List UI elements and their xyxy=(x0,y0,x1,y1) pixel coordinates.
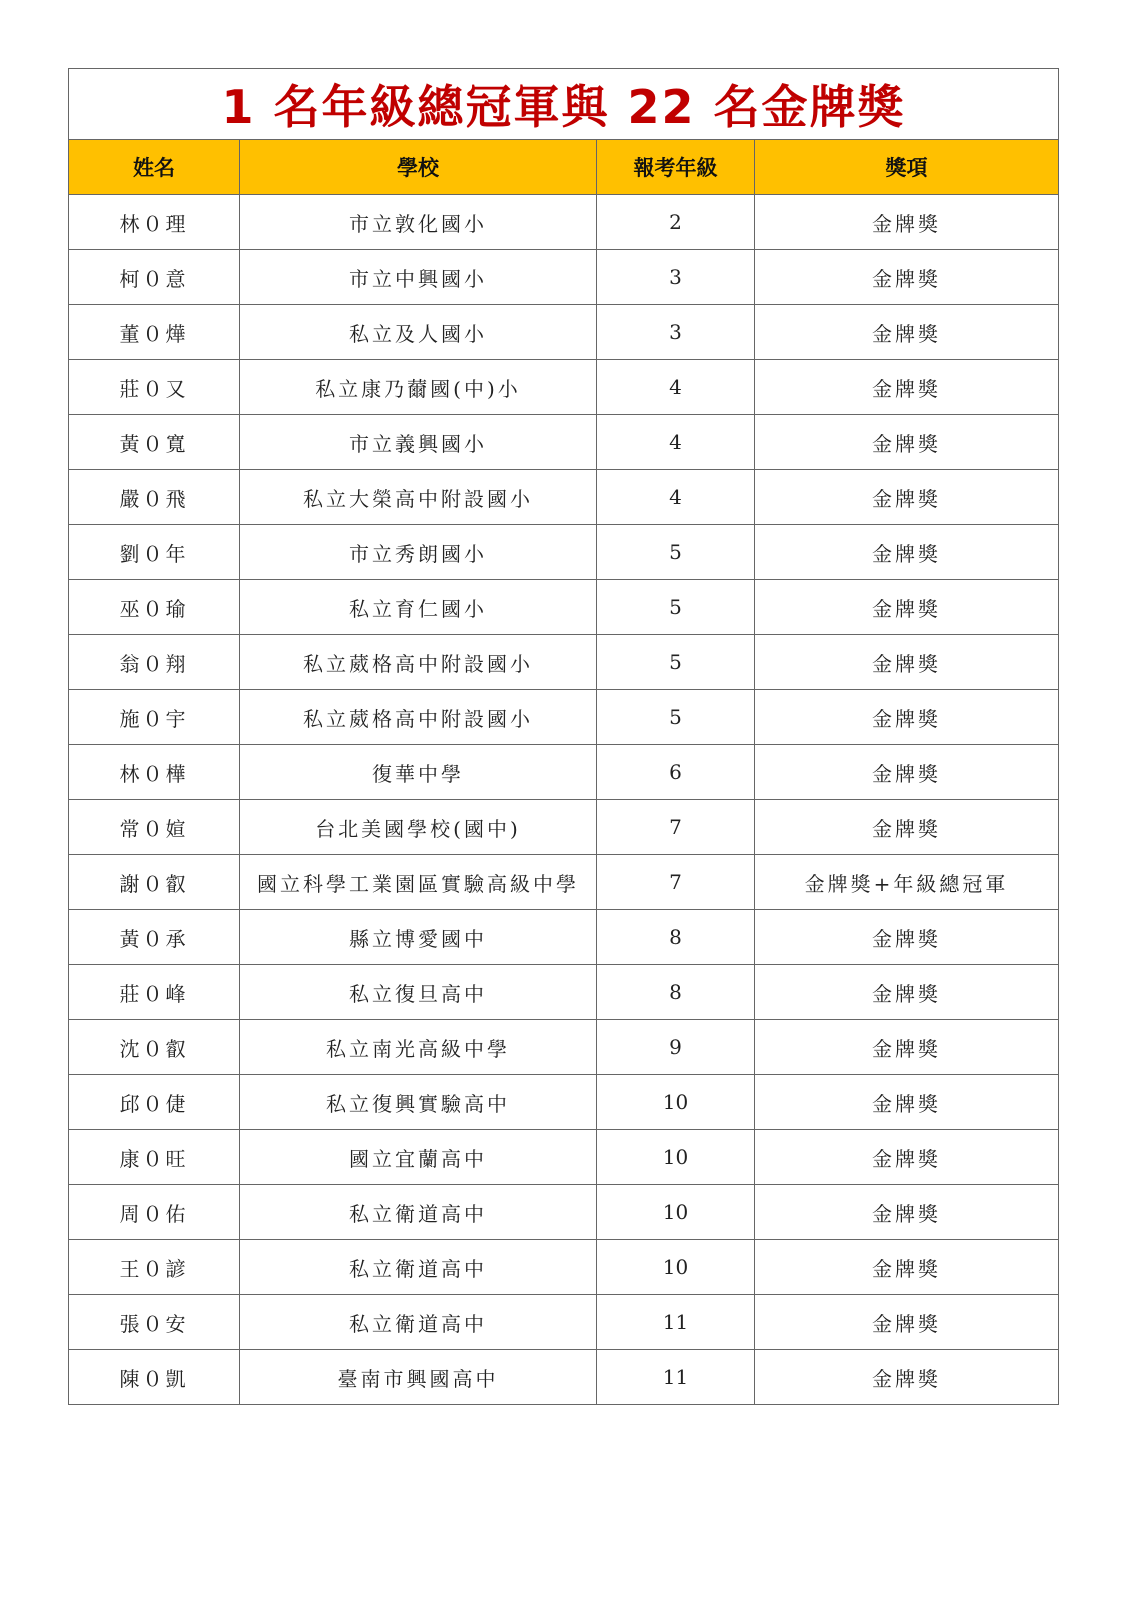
grade-cell: 10 xyxy=(597,1185,755,1240)
name-cell: 周０佑 xyxy=(69,1185,240,1240)
table-row xyxy=(69,745,1059,800)
award-cell: 金牌獎 xyxy=(755,360,1059,415)
name-cell: 翁０翔 xyxy=(69,635,240,690)
award-cell: 金牌獎 xyxy=(755,1130,1059,1185)
grade-cell: 4 xyxy=(597,470,755,525)
school-cell: 市立敦化國小 xyxy=(240,195,597,250)
table-row xyxy=(69,1350,1059,1405)
grade-cell: 4 xyxy=(597,360,755,415)
page-title: 1 名年級總冠軍與 22 名金牌獎 xyxy=(69,69,1059,140)
table-row xyxy=(69,690,1059,745)
name-cell: 康０旺 xyxy=(69,1130,240,1185)
table-row xyxy=(69,1240,1059,1295)
table-row xyxy=(69,305,1059,360)
column-header-award: 獎項 xyxy=(755,140,1059,195)
school-cell: 私立及人國小 xyxy=(240,305,597,360)
name-cell: 沈０叡 xyxy=(69,1020,240,1075)
name-cell: 莊０又 xyxy=(69,360,240,415)
table-row xyxy=(69,195,1059,250)
school-cell: 私立衛道高中 xyxy=(240,1295,597,1350)
name-cell: 董０燁 xyxy=(69,305,240,360)
school-cell: 私立復興實驗高中 xyxy=(240,1075,597,1130)
grade-cell: 5 xyxy=(597,690,755,745)
name-cell: 嚴０飛 xyxy=(69,470,240,525)
table-row xyxy=(69,1185,1059,1240)
award-cell: 金牌獎 xyxy=(755,745,1059,800)
school-cell: 國立科學工業園區實驗高級中學 xyxy=(240,855,597,910)
table-row xyxy=(69,855,1059,910)
grade-cell: 3 xyxy=(597,305,755,360)
grade-cell: 11 xyxy=(597,1350,755,1405)
school-cell: 復華中學 xyxy=(240,745,597,800)
award-cell: 金牌獎 xyxy=(755,635,1059,690)
table-body xyxy=(69,195,1059,1405)
award-cell: 金牌獎 xyxy=(755,580,1059,635)
grade-cell: 8 xyxy=(597,965,755,1020)
school-cell: 私立葳格高中附設國小 xyxy=(240,690,597,745)
school-cell: 國立宜蘭高中 xyxy=(240,1130,597,1185)
award-cell: 金牌獎 xyxy=(755,1240,1059,1295)
name-cell: 施０宇 xyxy=(69,690,240,745)
school-cell: 私立葳格高中附設國小 xyxy=(240,635,597,690)
grade-cell: 5 xyxy=(597,635,755,690)
award-cell: 金牌獎 xyxy=(755,525,1059,580)
table-row xyxy=(69,1075,1059,1130)
award-cell: 金牌獎 xyxy=(755,305,1059,360)
school-cell: 市立秀朗國小 xyxy=(240,525,597,580)
name-cell: 張０安 xyxy=(69,1295,240,1350)
name-cell: 林０理 xyxy=(69,195,240,250)
award-cell: 金牌獎 xyxy=(755,1020,1059,1075)
name-cell: 林０樺 xyxy=(69,745,240,800)
school-cell: 市立義興國小 xyxy=(240,415,597,470)
school-cell: 私立衛道高中 xyxy=(240,1240,597,1295)
grade-cell: 5 xyxy=(597,525,755,580)
name-cell: 陳０凱 xyxy=(69,1350,240,1405)
name-cell: 黃０寬 xyxy=(69,415,240,470)
award-cell: 金牌獎 xyxy=(755,910,1059,965)
name-cell: 柯０意 xyxy=(69,250,240,305)
name-cell: 王０諺 xyxy=(69,1240,240,1295)
table-header-row xyxy=(69,140,1059,195)
school-cell: 台北美國學校(國中) xyxy=(240,800,597,855)
grade-cell: 8 xyxy=(597,910,755,965)
name-cell: 巫０瑜 xyxy=(69,580,240,635)
grade-cell: 10 xyxy=(597,1075,755,1130)
school-cell: 私立康乃薾國(中)小 xyxy=(240,360,597,415)
award-table xyxy=(68,68,1059,1405)
column-header-name: 姓名 xyxy=(69,140,240,195)
grade-cell: 2 xyxy=(597,195,755,250)
award-cell: 金牌獎 xyxy=(755,1295,1059,1350)
school-cell: 私立衛道高中 xyxy=(240,1185,597,1240)
award-cell: 金牌獎+年級總冠軍 xyxy=(755,855,1059,910)
school-cell: 縣立博愛國中 xyxy=(240,910,597,965)
award-cell: 金牌獎 xyxy=(755,415,1059,470)
table-row xyxy=(69,415,1059,470)
award-cell: 金牌獎 xyxy=(755,1075,1059,1130)
school-cell: 市立中興國小 xyxy=(240,250,597,305)
table-row xyxy=(69,1130,1059,1185)
school-cell: 私立大榮高中附設國小 xyxy=(240,470,597,525)
name-cell: 劉０年 xyxy=(69,525,240,580)
school-cell: 私立育仁國小 xyxy=(240,580,597,635)
grade-cell: 5 xyxy=(597,580,755,635)
award-cell: 金牌獎 xyxy=(755,195,1059,250)
award-cell: 金牌獎 xyxy=(755,470,1059,525)
table-row xyxy=(69,800,1059,855)
table-row xyxy=(69,250,1059,305)
award-cell: 金牌獎 xyxy=(755,1185,1059,1240)
table-row xyxy=(69,470,1059,525)
name-cell: 莊０峰 xyxy=(69,965,240,1020)
table-row xyxy=(69,635,1059,690)
column-header-grade: 報考年級 xyxy=(597,140,755,195)
table-row xyxy=(69,1295,1059,1350)
grade-cell: 3 xyxy=(597,250,755,305)
award-cell: 金牌獎 xyxy=(755,965,1059,1020)
award-cell: 金牌獎 xyxy=(755,690,1059,745)
name-cell: 謝０叡 xyxy=(69,855,240,910)
name-cell: 邱０倢 xyxy=(69,1075,240,1130)
grade-cell: 11 xyxy=(597,1295,755,1350)
award-cell: 金牌獎 xyxy=(755,1350,1059,1405)
award-cell: 金牌獎 xyxy=(755,800,1059,855)
school-cell: 臺南市興國高中 xyxy=(240,1350,597,1405)
table-row xyxy=(69,525,1059,580)
grade-cell: 6 xyxy=(597,745,755,800)
school-cell: 私立南光高級中學 xyxy=(240,1020,597,1075)
table-row xyxy=(69,580,1059,635)
grade-cell: 9 xyxy=(597,1020,755,1075)
table-row xyxy=(69,910,1059,965)
name-cell: 常０媗 xyxy=(69,800,240,855)
grade-cell: 10 xyxy=(597,1240,755,1295)
award-cell: 金牌獎 xyxy=(755,250,1059,305)
grade-cell: 10 xyxy=(597,1130,755,1185)
column-header-school: 學校 xyxy=(240,140,597,195)
school-cell: 私立復旦高中 xyxy=(240,965,597,1020)
grade-cell: 7 xyxy=(597,855,755,910)
table-row xyxy=(69,1020,1059,1075)
table-row xyxy=(69,965,1059,1020)
table-row xyxy=(69,360,1059,415)
grade-cell: 4 xyxy=(597,415,755,470)
grade-cell: 7 xyxy=(597,800,755,855)
name-cell: 黃０承 xyxy=(69,910,240,965)
